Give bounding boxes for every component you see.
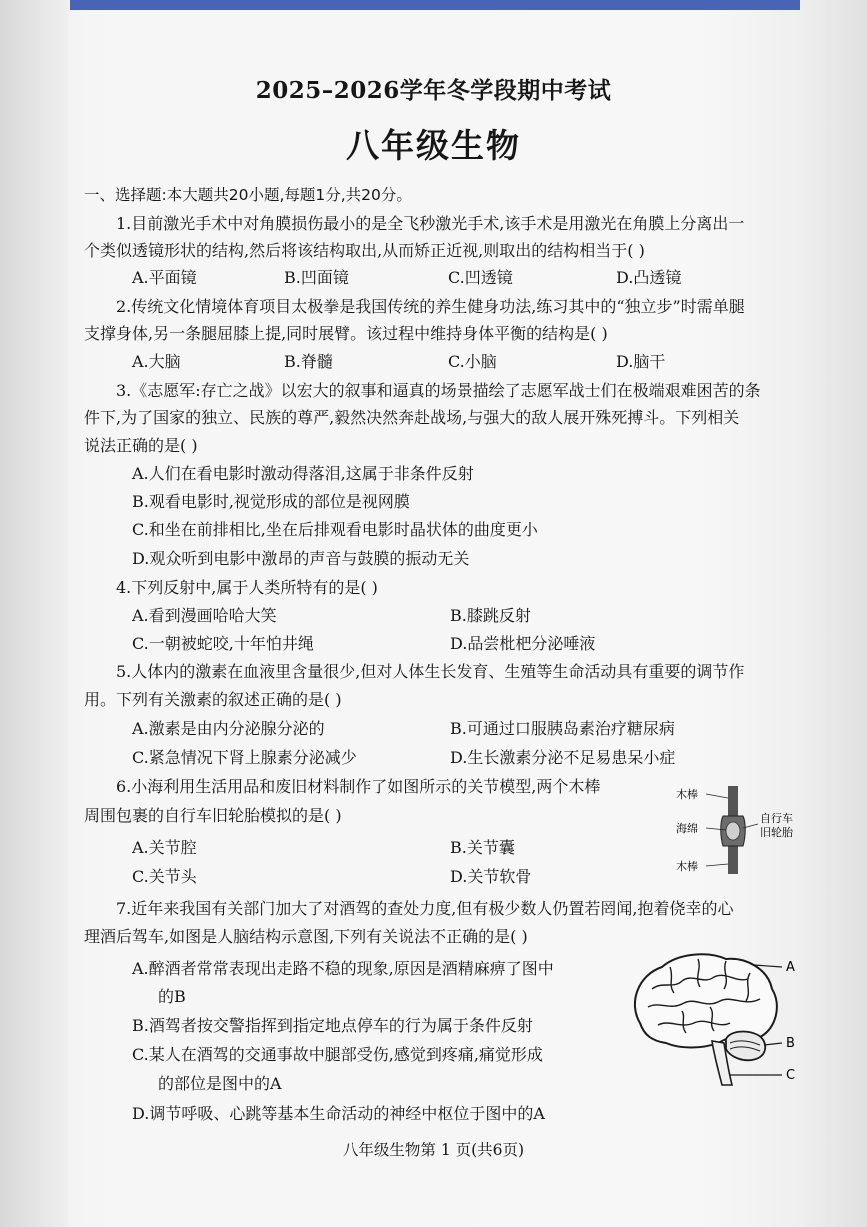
q2-option-d: D.脑干: [616, 352, 666, 371]
q6-option-c: C.关节头: [132, 867, 197, 886]
q6-option-d: D.关节软骨: [450, 867, 532, 886]
label-tire-line1: 自行车: [760, 812, 793, 825]
q3-option-b: B.观看电影时,视觉形成的部位是视网膜: [132, 492, 410, 511]
q3-option-c: C.和坐在前排相比,坐在后排观看电影时晶状体的曲度更小: [132, 520, 538, 539]
q1-line-1: 1.目前激光手术中对角膜损伤最小的是全飞秒激光手术,该手术是用激光在角膜上分离出一: [116, 214, 745, 233]
q4-line-1: 4.下列反射中,属于人类所特有的是( ): [116, 578, 378, 597]
section-heading: 一、选择题:本大题共20小题,每题1分,共20分。: [84, 186, 412, 204]
q7-option-d: D.调节呼吸、心跳等基本生命活动的神经中枢位于图中的A: [132, 1104, 545, 1123]
q6-option-a: A.关节腔: [132, 838, 197, 857]
q2-option-a: A.大脑: [132, 352, 181, 371]
q4-option-a: A.看到漫画哈哈大笑: [132, 606, 277, 625]
q4-option-d: D.品尝枇杷分泌唾液: [450, 634, 596, 653]
label-sponge: 海绵: [676, 822, 698, 835]
q7-line-2: 理酒后驾车,如图是人脑结构示意图,下列有关说法不正确的是( ): [84, 927, 528, 946]
q1-option-c: C.凹透镜: [448, 268, 513, 287]
q5-line-1: 5.人体内的激素在血液里含量很少,但对人体生长发育、生殖等生命活动具有重要的调节作: [116, 662, 745, 681]
q2-line-2: 支撑身体,另一条腿屈膝上提,同时展臂。该过程中维持身体平衡的结构是( ): [84, 324, 608, 343]
label-b: B: [786, 1036, 795, 1051]
q2-line-1: 2.传统文化情境体育项目太极拳是我国传统的养生健身功法,练习其中的“独立步”时需单腿: [116, 297, 745, 316]
q3-option-a: A.人们在看电影时激动得落泪,这属于非条件反射: [132, 464, 474, 483]
brain-structure-figure: [622, 945, 802, 1095]
label-tire-line2: 旧轮胎: [760, 826, 793, 839]
q3-line-1: 3.《志愿军:存亡之战》以宏大的叙事和逼真的场景描绘了志愿军战士们在极端艰难困苦的条: [116, 381, 761, 400]
q7-line-1: 7.近年来我国有关部门加大了对酒驾的查处力度,但有极少数人仍置若罔闻,抱着侥幸的心: [116, 899, 734, 918]
q2-option-c: C.小脑: [448, 352, 497, 371]
q3-option-d: D.观众听到电影中激昂的声音与鼓膜的振动无关: [132, 549, 470, 568]
q2-option-b: B.脊髓: [284, 352, 333, 371]
lower-wooden-stick: [728, 842, 738, 874]
q4-option-b: B.膝跳反射: [450, 606, 531, 625]
q7-option-a-cont: 的B: [158, 987, 186, 1006]
label-c: C: [786, 1068, 796, 1083]
q1-line-2: 个类似透镜形状的结构,然后将该结构取出,从而矫正近视,则取出的结构相当于( ): [84, 241, 645, 260]
label-wood-bottom: 木棒: [676, 860, 698, 873]
top-color-band: [70, 0, 800, 10]
q1-option-b: B.凹面镜: [284, 268, 349, 287]
sponge-core: [726, 822, 740, 840]
label-a: A: [786, 960, 795, 975]
exam-title: 2025–2026学年冬学段期中考试: [255, 77, 612, 104]
q5-option-b: B.可通过口服胰岛素治疗糖尿病: [450, 719, 675, 738]
q1-option-a: A.平面镜: [132, 268, 197, 287]
q7-option-c: C.某人在酒驾的交通事故中腿部受伤,感觉到疼痛,痛觉形成: [132, 1045, 543, 1064]
joint-model-figure: [672, 780, 802, 880]
q5-line-2: 用。下列有关激素的叙述正确的是( ): [84, 690, 342, 709]
q5-option-d: D.生长激素分泌不足易患呆小症: [450, 748, 676, 767]
page-shadow-edge: [0, 0, 68, 1227]
q7-option-c-cont: 的部位是图中的A: [158, 1074, 282, 1093]
page-footer: 八年级生物第 1 页(共6页): [342, 1141, 525, 1159]
q6-option-b: B.关节囊: [450, 838, 515, 857]
q1-option-d: D.凸透镜: [616, 268, 682, 287]
q4-option-c: C.一朝被蛇咬,十年怕井绳: [132, 634, 314, 653]
subject-title: 八年级生物: [346, 126, 521, 165]
q3-line-2: 件下,为了国家的独立、民族的尊严,毅然决然奔赴战场,与强大的敌人展开殊死搏斗。下列相关: [84, 408, 740, 427]
q6-line-2: 周围包裹的自行车旧轮胎模拟的是( ): [84, 806, 342, 825]
q5-option-a: A.激素是由内分泌腺分泌的: [132, 719, 325, 738]
cerebellum: [726, 1032, 765, 1061]
q3-line-3: 说法正确的是( ): [84, 436, 198, 455]
q7-option-a: A.醉酒者常常表现出走路不稳的现象,原因是酒精麻痹了图中: [132, 959, 554, 978]
q7-option-b: B.酒驾者按交警指挥到指定地点停车的行为属于条件反射: [132, 1016, 533, 1035]
q5-option-c: C.紧急情况下肾上腺素分泌减少: [132, 748, 357, 767]
label-wood-top: 木棒: [676, 788, 698, 801]
q6-line-1: 6.小海利用生活用品和废旧材料制作了如图所示的关节模型,两个木棒: [116, 777, 601, 796]
